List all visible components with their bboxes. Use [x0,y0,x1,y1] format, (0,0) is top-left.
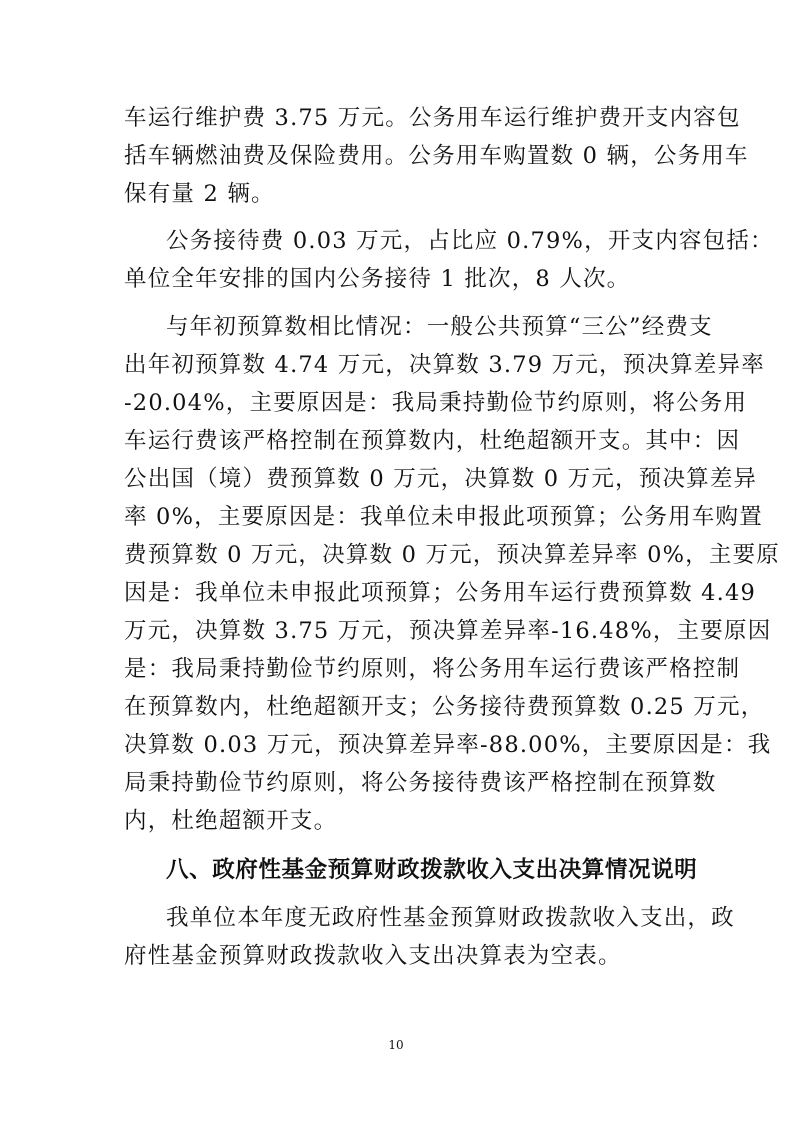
text-line: 决算数 0.03 万元，预决算差异率-88.00%，主要原因是：我 [124,732,772,758]
text-line: 是：我局秉持勤俭节约原则，将公务用车运行费该严格控制 [124,656,741,682]
text-line: 府性基金预算财政拨款收入支出决算表为空表。 [124,943,622,969]
text-line: 与年初预算数相比情况：一般公共预算“三公”经费支 [166,314,713,340]
text-line: 车运行维护费 3.75 万元。公务用车运行维护费开支内容包 [124,105,741,131]
text-line: 在预算数内，杜绝超额开支；公务接待费预算数 0.25 万元， [124,694,765,720]
text-line: 因是：我单位未申报此项预算；公务用车运行费预算数 4.49 [124,580,757,606]
text-line: 率 0%，主要原因是：我单位未申报此项预算；公务用车购置 [124,504,763,530]
text-line: 保有量 2 辆。 [124,181,275,207]
page-number: 10 [388,1038,404,1052]
text-line: 内，杜绝超额开支。 [124,808,338,834]
text-line: 括车辆燃油费及保险费用。公务用车购置数 0 辆，公务用车 [124,143,749,169]
text-line: 单位全年安排的国内公务接待 1 批次，8 人次。 [124,266,631,292]
text-line: 公出国（境）费预算数 0 万元，决算数 0 万元，预决算差异 [124,466,758,492]
text-line: 公务接待费 0.03 万元，占比应 0.79%，开支内容包括： [166,228,774,254]
text-line: 费预算数 0 万元，决算数 0 万元，预决算差异率 0%，主要原 [124,542,780,568]
section-heading: 八、政府性基金预算财政拨款收入支出决算情况说明 [166,857,698,883]
text-line: 局秉持勤俭节约原则，将公务接待费该严格控制在预算数 [124,770,717,796]
text-line: 车运行费该严格控制在预算数内，杜绝超额开支。其中：因 [124,428,741,454]
text-line: -20.04%，主要原因是：我局秉持勤俭节约原则，将公务用 [124,390,748,416]
text-line: 万元，决算数 3.75 万元，预决算差异率-16.48%，主要原因 [124,618,772,644]
text-line: 出年初预算数 4.74 万元，决算数 3.79 万元，预决算差异率 [124,352,765,378]
text-line: 我单位本年度无政府性基金预算财政拨款收入支出，政 [166,905,735,931]
